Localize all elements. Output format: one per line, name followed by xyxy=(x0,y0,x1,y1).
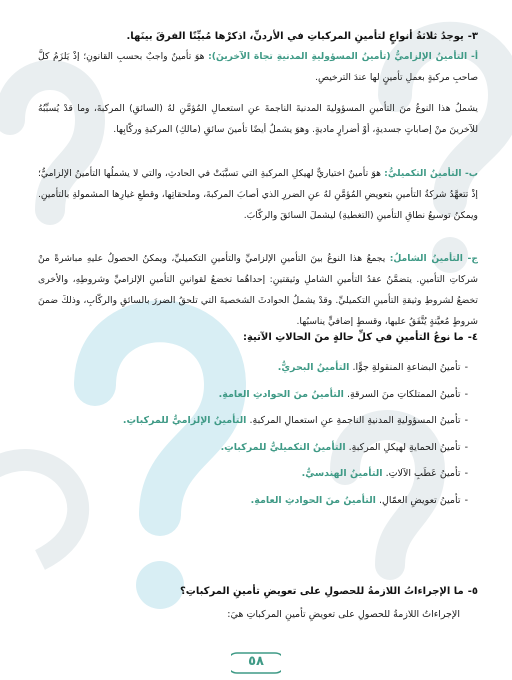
case-answer: التأمينُ منَ الحوادثِ العامةِ. xyxy=(250,494,376,506)
case-text: تأمينُ الممتلكاتِ منَ السرقةِ. xyxy=(346,388,461,400)
case-text: تأمينُ عَطَبِ الآلاتِ. xyxy=(385,468,461,479)
page-number-badge xyxy=(231,650,281,676)
case-answer: التأمينُ الهندسيُّ. xyxy=(301,468,383,479)
case-text: تأمينُ الحمايةِ لهيكلِ المركبةِ. xyxy=(348,441,461,453)
list-item: -تأمينُ البضاعةِ المنقولةِ جوًّا. التأمينُ البحريُّ. xyxy=(277,362,468,373)
list-item: -تأمينُ المسؤوليةِ المدنيةِ الناجمةِ عنِ استعمالِ المركبةِ. التأمينُ الإلزاميُّ للمركباتِ. xyxy=(122,415,468,426)
question-5 xyxy=(180,585,478,598)
case-answer: التأمينُ البحريُّ. xyxy=(277,362,350,373)
supplementary-insurance-lead: ب- التأمينُ التكميليُّ: xyxy=(384,168,478,179)
paragraph-compulsory-scope xyxy=(38,98,478,140)
case-answer: التأمينُ الإلزاميُّ للمركباتِ. xyxy=(122,415,247,426)
case-text: تأمينُ البضاعةِ المنقولةِ جوًّا. xyxy=(352,362,461,373)
list-item: -تأمينُ الممتلكاتِ منَ السرقةِ. التأمينُ منَ الحوادثِ العامةِ. xyxy=(218,388,468,400)
comprehensive-insurance-text: يجمعُ هذا النوعُ بينَ التأمينِ الإلزاميِّ والتأمينِ التكميليِّ، ويمكنُ الحصولُ عليهِ مباشرةً منْ شركاتِ التأمينِ. يتضمَّنُ عقدُ التأمينِ الشاملِ وثيقتينِ: إحداهُما تخضعُ لقوانينِ التأمينِ الإلزاميِّ وشروطِهِ، والأخرى تخضعُ لشروطِ وثيقةِ التأمينِ التكميليِّ. وقدْ يشملُ الحوادثَ الشخصيةَ التي تلحقُ الضررَ بالسائقِ والركّابِ، وذلكَ ضمنَ شروطٍ مُعيَّنةٍ يُتَّفَقُ عليها، وقسطٍ إضافيٍّ يناسبُها. xyxy=(38,253,478,327)
case-text: تأمينُ تعويضِ العمّالِ. xyxy=(378,494,461,506)
question-5-number: ٥- xyxy=(467,586,478,597)
case-text: تأمينُ المسؤوليةِ المدنيةِ الناجمةِ عنِ استعمالِ المركبةِ. xyxy=(249,415,461,426)
question-3-number: ٣- xyxy=(467,31,478,42)
list-item: -تأمينُ الحمايةِ لهيكلِ المركبةِ. التأمينُ التكميليُّ للمركباتِ. xyxy=(220,441,468,453)
case-answer: التأمينُ منَ الحوادثِ العامةِ. xyxy=(218,388,344,400)
list-item: -تأمينُ تعويضِ العمّالِ. التأمينُ منَ الحوادثِ العامةِ. xyxy=(250,494,468,506)
question-5-text: ما الإجراءاتُ اللازمةُ للحصولِ على تعويضِ تأمينِ المركباتِ؟ xyxy=(179,586,464,597)
paragraph-compulsory-insurance xyxy=(38,46,478,88)
question-5-answer: الإجراءاتُ اللازمةُ للحصولِ على تعويضِ تأمينِ المركباتِ هيَ: xyxy=(227,609,460,620)
compulsory-insurance-text: هوَ تأمينٌ واجبٌ بحسبِ القانونِ؛ إذْ يَلزَمُ كلَّ صاحبِ مركبةٍ بعملِ تأمينٍ لها عندَ الترخيصِ. xyxy=(38,51,478,83)
question-3 xyxy=(127,30,479,43)
question-4 xyxy=(243,331,478,344)
supplementary-insurance-text: هوَ تأمينٌ اختياريٌّ لهيكلِ المركبةِ التي تسبَّبَتْ في الحادثِ، والتي لا يشملُها التأمينُ الإلزاميُّ؛ إذْ تتعهَّدُ شركةُ التأمينِ بتعويضِ المُؤمَّنِ لهُ عنِ الضررِ الذي أصابَ المركبةَ، وملحقاتِها، وقطعِ غيارِها المشمولةِ بالتأمينِ. ويمكنُ توسيعُ نطاقِ التأمينِ (التغطيةِ) ليشملَ السائقَ والركّابَ. xyxy=(38,168,478,221)
paragraph-comprehensive-insurance xyxy=(38,248,478,332)
question-4-number: ٤- xyxy=(467,332,478,343)
comprehensive-insurance-lead: ج- التأمينُ الشاملُ: xyxy=(389,253,478,264)
compulsory-insurance-lead: أ- التأمينُ الإلزاميُّ (تأمينُ المسؤوليةِ المدنيةِ تجاهَ الآخرينَ): xyxy=(208,51,478,62)
case-answer: التأمينُ التكميليُّ للمركباتِ. xyxy=(220,441,346,453)
paragraph-supplementary-insurance xyxy=(38,163,478,226)
question-3-text: يوجدُ ثلاثةُ أنواعٍ لتأمينِ المركباتِ في الأردنِّ، اذكرْها مُبيِّنًا الفرقَ بينَها. xyxy=(126,31,464,42)
page-number: ٥٨ xyxy=(248,654,264,669)
question-4-text: ما نوعُ التأمينِ في كلِّ حالةٍ منَ الحالاتِ الآتيةِ: xyxy=(242,332,464,343)
compulsory-scope-text: يشملُ هذا النوعُ منَ التأمينِ المسؤوليةَ المدنيةَ الناجمةَ عنِ استعمالِ المُؤمَّنِ لهُ (السائقِ) المركبةَ، وما قدْ يُسبِّبُهُ للآخرينَ منْ إصاباتٍ جسديةٍ، أوْ أضرارٍ ماديةٍ. وهوَ يشملُ أيضًا تأمينَ سائقِ (مالكِ) المركبةِ وركّابِها. xyxy=(38,103,478,135)
list-item: -تأمينُ عَطَبِ الآلاتِ. التأمينُ الهندسيُّ. xyxy=(301,468,468,479)
insurance-cases-list xyxy=(38,355,468,514)
